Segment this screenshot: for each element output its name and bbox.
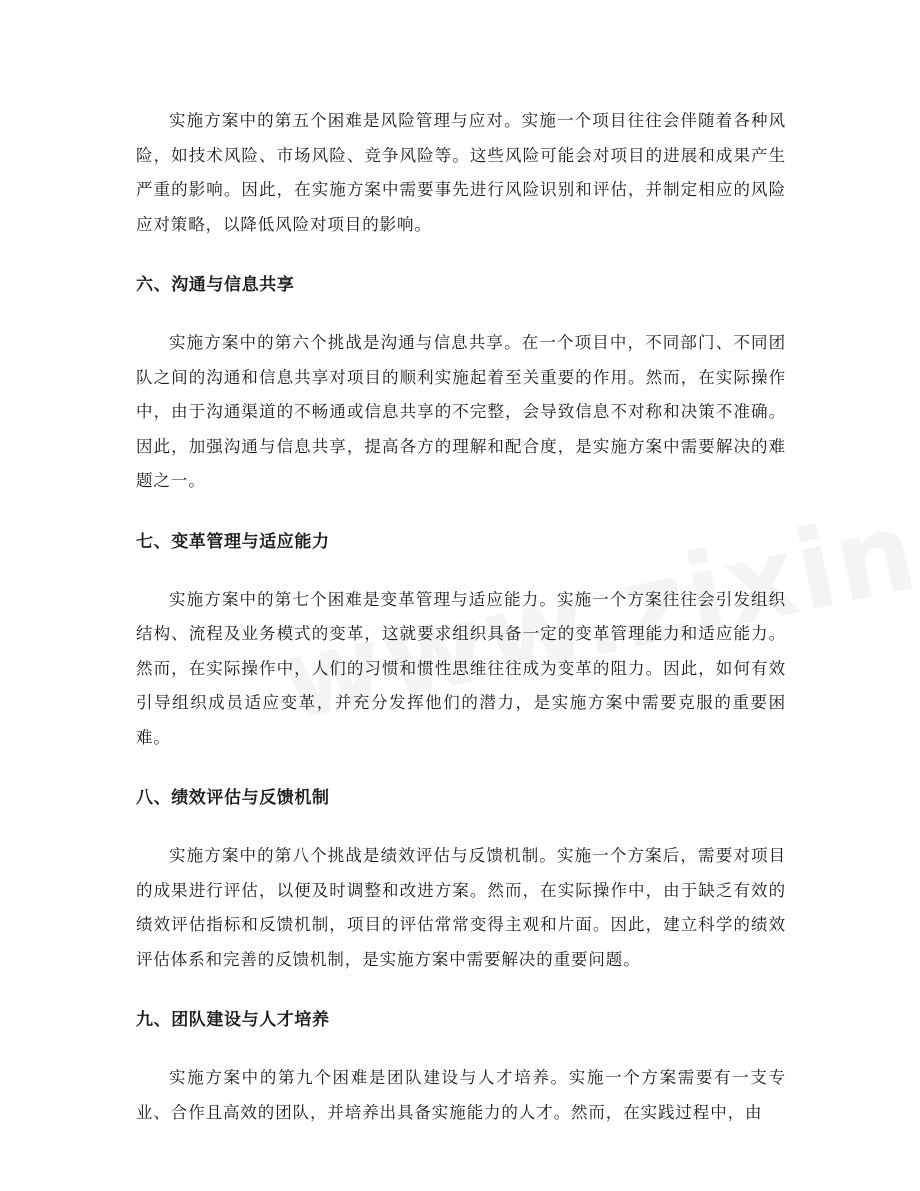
- paragraph-team-building: 实施方案中的第九个困难是团队建设与人才培养。实施一个方案需要有一支专业、合作且高效的团队，并培养出具备实施能力的人才。然而，在实践过程中，由: [136, 1068, 786, 1122]
- paragraph-communication: 实施方案中的第六个挑战是沟通与信息共享。在一个项目中，不同部门、不同团队之间的沟通和信息共享对项目的顺利实施起着至关重要的作用。然而，在实际操作中，由于沟通渠道的不畅通或信息共享的不完整，会导致信息不对称和决策不准确。因此，加强沟通与信息共享，提高各方的理解和配合度，是实施方案中需要解决的难题之一。: [136, 333, 786, 490]
- paragraph-performance-evaluation: 实施方案中的第八个挑战是绩效评估与反馈机制。实施一个方案后，需要对项目的成果进行评估，以便及时调整和改进方案。然而，在实际操作中，由于缺乏有效的绩效评估指标和反馈机制，项目的评估常常变得主观和片面。因此，建立科学的绩效评估体系和完善的反馈机制，是实施方案中需要解决的重要问题。: [136, 846, 786, 969]
- heading-performance-evaluation: 八、绩效评估与反馈机制: [136, 788, 330, 808]
- heading-team-building: 九、团队建设与人才培养: [136, 1010, 330, 1030]
- heading-change-management: 七、变革管理与适应能力: [136, 531, 330, 552]
- paragraph-risk-management: 实施方案中的第五个困难是风险管理与应对。实施一个项目往往会伴随着各种风险，如技术风险、市场风险、竞争风险等。这些风险可能会对项目的进展和成果产生严重的影响。因此，在实施方案中需要事先进行风险识别和评估，并制定相应的风险应对策略，以降低风险对项目的影响。: [136, 111, 786, 234]
- heading-communication: 六、沟通与信息共享: [136, 275, 295, 295]
- paragraph-change-management: 实施方案中的第七个困难是变革管理与适应能力。实施一个方案往往会引发组织结构、流程及业务模式的变革，这就要求组织具备一定的变革管理能力和适应能力。然而，在实际操作中，人们的习惯和惯性思维往往成为变革的阻力。因此，如何有效引导组织成员适应变革，并充分发挥他们的潜力，是实施方案中需要克服的重要困难。: [136, 589, 786, 747]
- document-body: [136, 104, 786, 1130]
